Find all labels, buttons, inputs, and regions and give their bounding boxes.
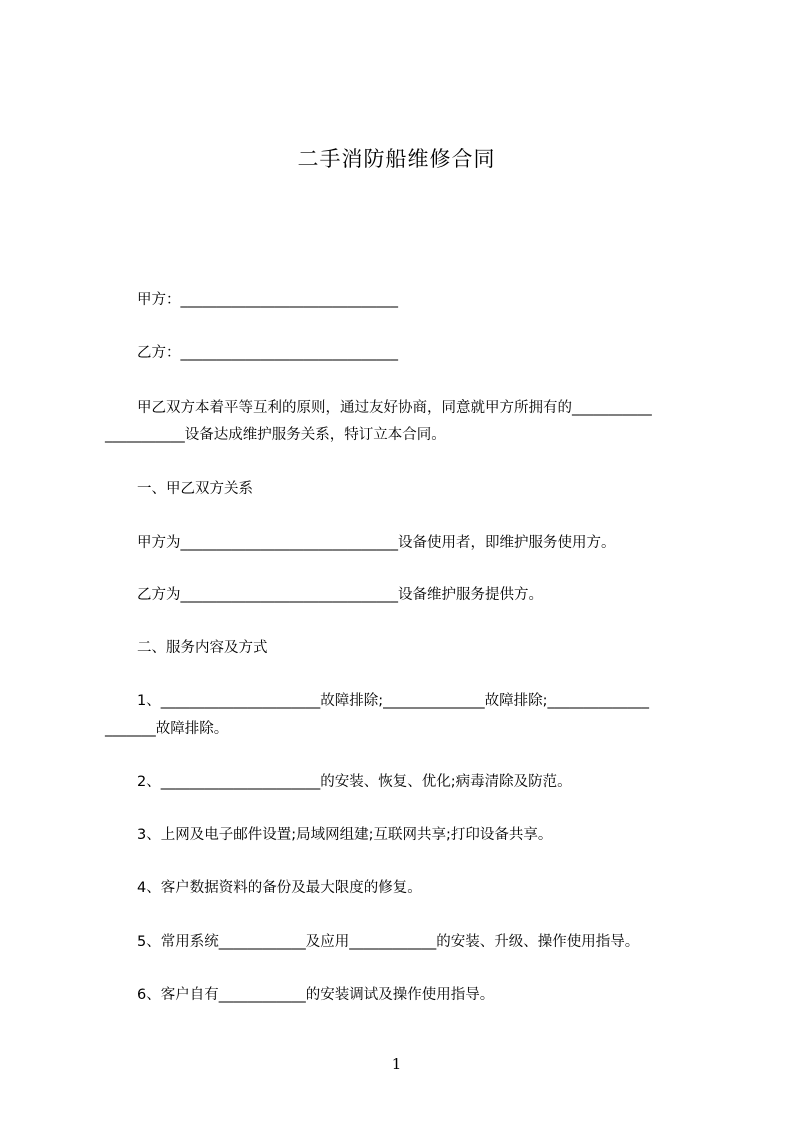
item-5: 5、常用系统____________及应用____________的安装、升级、操作使用指导。 [137,934,640,950]
item-2: 2、______________________的安装、恢复、优化;病毒清除及防范。 [137,774,572,790]
intro-line-2: ___________设备达成维护服务关系，特订立本合同。 [105,427,446,443]
page-number: 1 [391,1055,402,1073]
section-2-heading: 二、服务内容及方式 [137,640,268,656]
section-1-heading: 一、甲乙双方关系 [137,481,253,497]
section-1-party-b: 乙方为______________________________设备维护服务提供方。 [137,587,543,603]
document-title: 二手消防船维修合同 [297,147,496,171]
intro-line-1: 甲乙双方本着平等互利的原则，通过友好协商，同意就甲方所拥有的___________ [137,400,652,416]
section-1-party-a: 甲方为______________________________设备使用者，即维护服务使用方。 [137,535,616,551]
item-3: 3、上网及电子邮件设置;局域网组建;互联网共享;打印设备共享。 [137,827,553,843]
item-6: 6、客户自有____________的安装调试及操作使用指导。 [137,987,495,1003]
item-1-line-2: _______故障排除。 [105,721,229,737]
party-a-line: 甲方：______________________________ [137,292,398,308]
party-b-line: 乙方：______________________________ [137,345,398,361]
item-4: 4、客户数据资料的备份及最大限度的修复。 [137,880,422,896]
item-1-line-1: 1、______________________故障排除;______________故障排除;______________ [137,693,649,709]
